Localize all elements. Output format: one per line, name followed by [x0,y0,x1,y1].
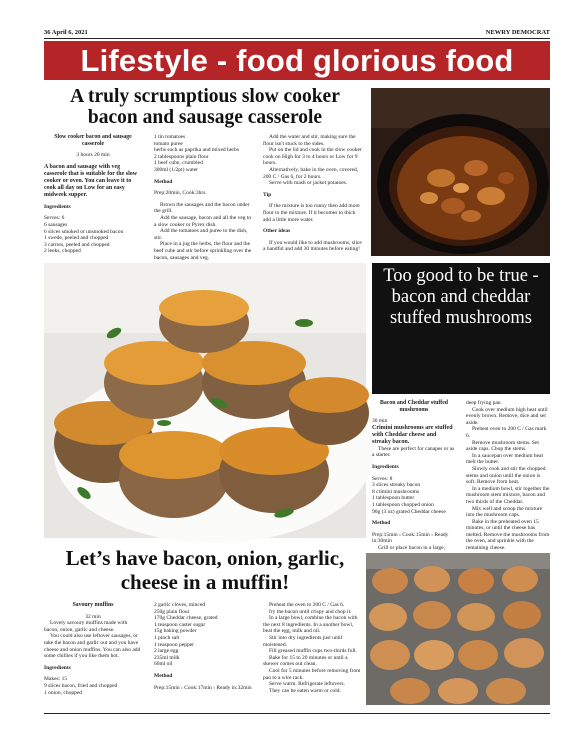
paragraph: 90g (3 oz) grated Cheddar cheese [372,508,446,515]
paragraph: Add the tomatoes and puree to the dish, stir. [154,228,248,241]
mushrooms-column-1 [372,400,456,551]
paragraph: In a saucepan over medium heat melt the butter. [466,452,544,466]
paragraph: 30 min [372,418,388,425]
paragraph: In a medium bowl, stir together the mushroom stem mixture, bacon and two thirds of the Cheddar. [466,485,550,505]
paragraph: 170g Cheddar cheese, grated [154,615,218,622]
paragraph: In a large bowl, combine the bacon with the next 8 ingredients. In a another bowl, beat the egg, milk and oil. [263,615,358,635]
paragraph: Prep:15min › Cook:15min › Ready in:30min [372,531,449,545]
paragraph: 1 beef cube, crumbled [154,160,203,167]
paragraph: 6 slices smoked or unsmoked bacon [44,228,124,235]
paragraph: 1 onion, chopped [44,689,83,696]
paragraph: 32 min [85,613,101,620]
section-banner: Lifestyle - food glorious food [44,41,550,80]
paragraph: Savoury muffins [72,602,114,608]
paragraph: Add the water and stir, making sure the flour isn't stuck to the sides. [263,134,356,147]
muffins-photo [366,553,550,705]
paragraph: They can be eaten warm or cold. [269,687,341,694]
paragraph: 6 sausages [44,221,68,228]
paragraph: herbs such as paprika and mixed herbs [154,147,239,154]
paragraph: Bacon and Cheddar stuffed mushrooms [379,400,449,413]
paragraph: 1 swede, peeled and chopped [44,235,109,242]
paragraph: 1 pinch salt [154,634,180,641]
paragraph: Preheat oven to 200 C / Gas mark 6. [466,426,547,439]
casserole-photo [371,88,550,256]
paragraph: Preheat the oven to 200 C / Gas 6. [269,602,345,608]
muffins-column-1 [44,602,142,706]
casserole-column-3 [263,134,363,262]
paragraph: Method [154,178,173,185]
paragraph: Fill greased muffin cups two-thirds full. [269,648,357,655]
casserole-column-2 [154,134,252,262]
muffins-column-3 [263,602,363,706]
paragraph: Serves: 6 [44,215,65,222]
paragraph: Bake for 15 to 20 minutes or until a skewer comes out clean. [263,654,348,668]
paragraph: Method [372,520,391,527]
page-date: 36 April 6, 2021 [44,29,88,36]
paragraph: 15g baking powder [154,628,197,635]
paragraph: 250g plain flour [154,608,190,615]
casserole-headline: A truly scrumptious slow cooker bacon and sausage casserole [70,86,340,128]
paragraph: Cool for 5 minutes before removing from pan to a wire rack. [263,667,361,681]
muffins-headline: Let’s have bacon, onion, garlic, cheese in a muffin! [65,546,345,594]
paragraph: 1 tin tomatoes [154,134,186,140]
publication-name: NEWRY DEMOCRAT [485,29,550,36]
paragraph: 8 crimini mushrooms [372,488,420,495]
paragraph: Ingredients [44,203,71,210]
paragraph: Slow cooker bacon and sausage casserole [54,134,132,147]
paragraph: Serve with mash or jacket potatoes. [269,180,348,187]
paragraph: A bacon and sausage with veg casserole that is suitable for the slow cooker or oven. You can leave it to cook all day on Low for an easy midweek supper. [44,163,138,198]
paragraph: 60ml oil [154,661,173,668]
paragraph: Ingredients [372,463,399,470]
paragraph: 1 teaspoon pepper [154,641,195,648]
stuffed-mushrooms-photo [44,263,366,538]
paragraph: Mix well and scoop the mixture into the mushroom caps. [466,505,543,519]
paragraph: Grill or place bacon in a large, [378,544,445,551]
paragraph: Add the sausage, bacon and all the veg to a slow cooker or Pyrex dish. [154,214,252,228]
paragraph: If the mixture is too runny then add more flour to the mixture. If it becomes to thick add a little more water. [263,203,360,223]
paragraph: 300ml (1/2pt) water [154,166,198,173]
paragraph: Lovely savoury muffins made with bacon, onion, garlic and cheese. [44,620,128,633]
paragraph: 3 carrots, peeled and chopped [44,241,110,248]
paragraph: Serve warm. Refrigerate leftovers. [269,681,345,688]
muffins-column-2 [154,602,252,706]
paragraph: Put on the lid and cook in the slow cooker cook on High for 3 to 4 hours or Low for 9 hours. [263,147,362,167]
paragraph: Prep:15min › Cook:17min › Ready in:32min [154,684,252,691]
paragraph: fry the bacon until crispy and chop it. [269,608,352,615]
paragraph: 2 garlic cloves, minced [154,602,206,608]
paragraph: Tip [263,191,272,198]
paragraph: You could also use leftover sausages, or take the bacon and garlic out and you have cheese and onion muffins. You can also add some chillies if you like them hot. [44,633,141,660]
paragraph: Remove mushroom stems. Set aside caps. Chop the stems. [466,439,539,453]
paragraph: 9 slices bacon, fried and chopped [44,682,118,689]
header-rule [44,38,550,39]
paragraph: 2 leeks, chopped [44,248,81,255]
paragraph: Stir into dry ingredients just until moistened. [263,634,343,648]
paragraph: 1 tablespoon butter [372,495,415,502]
paragraph: 2 large egg [154,648,179,655]
paragraph: These are perfect for canapes or as a starter. [372,445,455,459]
paragraph: Makes: 15 [44,676,68,683]
paragraph: Other ideas [263,228,291,235]
paragraph: tomato puree [154,140,183,147]
paragraph: Place in a jug the herbs, the flour and the beef cube and stir before sprinkling over the bacon, sausages and veg. [154,241,252,261]
paragraph: 3 hours 20 min [76,152,110,159]
paragraph: Slowly cook and stir the chopped stems and onion until the onion is soft. Remove from heat. [466,465,546,486]
paragraph: 3 slices streaky bacon [372,482,421,489]
paragraph: Crimini mushrooms are stuffed with Cheddar cheese and streaky bacon. [372,424,453,445]
paragraph: If you would like to add mushrooms, slice a handful and add 30 minutes before eating! [263,239,362,253]
paragraph: 1 teaspoon caster sugar [154,621,206,628]
paragraph: deep frying pan. [466,400,502,406]
paragraph: 235ml milk [154,654,180,661]
footer-rule [44,713,550,714]
mushrooms-headline: Too good to be true - bacon and cheddar stuffed mushrooms [372,263,550,394]
paragraph: Prep:20min, Cook:3hrs. [154,190,207,197]
paragraph: Method [154,672,173,679]
paragraph: 1 tablespoon chopped onion [372,501,434,508]
paragraph: 2 tablespoons plain flour [154,153,209,160]
mushrooms-column-2 [466,400,550,552]
casserole-column-1 [44,134,142,262]
paragraph: Serves: 8 [372,475,393,482]
paragraph: Cook over medium high heat until evenly brown. Remove, dice and set aside. [466,406,548,426]
paragraph: Alternatively, bake in the oven, covered, 200 C / Gas 6, for 2 hours. [263,166,359,180]
paragraph: Brown the sausages and the bacon under the grill. [154,201,250,215]
paragraph: Bake in the preheated oven 15 minutes, or until the cheese has melted. Remove the mushrooms from the oven, and sprinkle with the remaining cheese. [466,518,550,552]
paragraph: Ingredients [44,664,71,671]
